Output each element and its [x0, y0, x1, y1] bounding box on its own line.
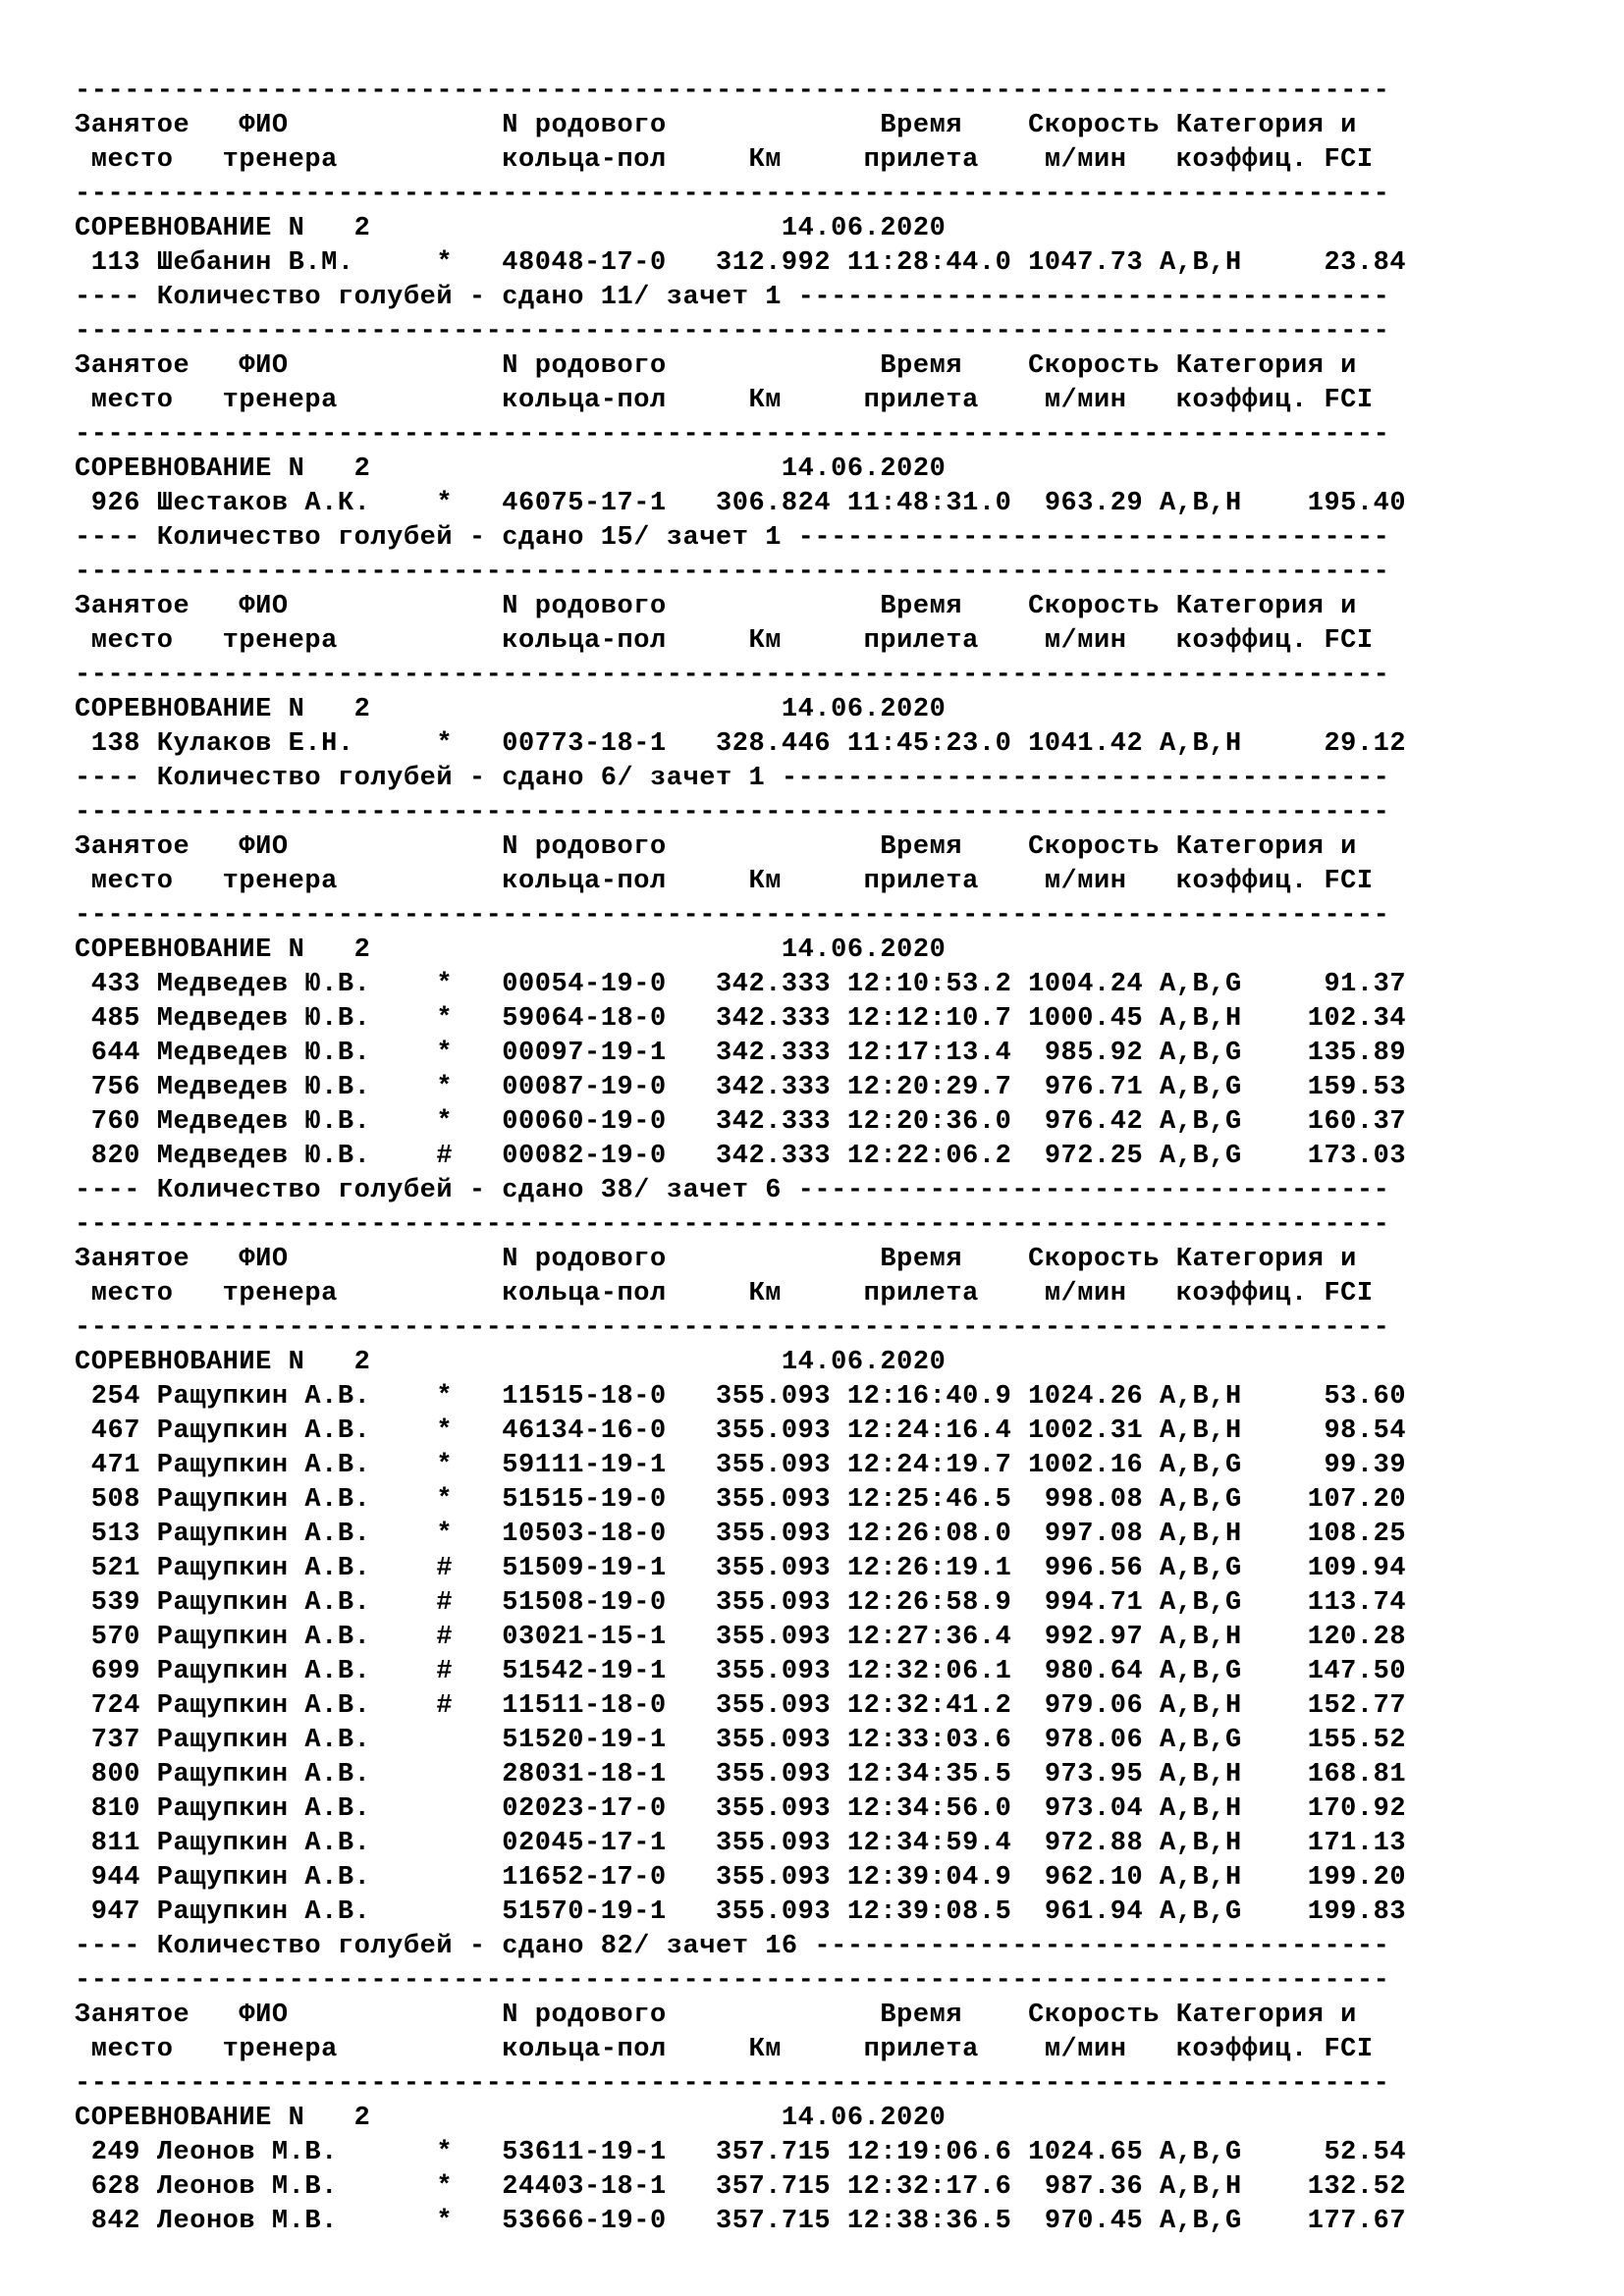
separator-line: -------------------------------------------------------------------------------- [75, 1966, 1390, 1996]
column-header-line: место тренера кольца-пол Км прилета м/мин коэффиц. FCI [75, 2035, 1374, 2064]
result-row: 810 Ращупкин А.В. 02023-17-0 355.093 12:34:56.0 973.04 A,B,H 170.92 [75, 1794, 1407, 1824]
result-row: 820 Медведев Ю.В. # 00082-19-0 342.333 12:22:06.2 972.25 A,B,G 173.03 [75, 1142, 1407, 1171]
separator-line: -------------------------------------------------------------------------------- [75, 1313, 1390, 1343]
results-report [75, 75, 1406, 2239]
result-row: 926 Шестаков А.К. * 46075-17-1 306.824 11:48:31.0 963.29 A,B,H 195.40 [75, 489, 1407, 518]
separator-line: -------------------------------------------------------------------------------- [75, 798, 1390, 828]
result-row: 724 Ращупкин А.В. # 11511-18-0 355.093 12:32:41.2 979.06 A,B,H 152.77 [75, 1691, 1407, 1721]
column-header-line: Занятое ФИО N родового Время Скорость Категория и [75, 111, 1357, 140]
result-row: 249 Леонов М.В. * 53611-19-1 357.715 12:19:06.6 1024.65 A,B,G 52.54 [75, 2138, 1407, 2167]
result-row: 485 Медведев Ю.В. * 59064-18-0 342.333 12:12:10.7 1000.45 A,B,H 102.34 [75, 1004, 1407, 1034]
competition-header-line: СОРЕВНОВАНИЕ N 2 14.06.2020 [75, 214, 947, 243]
result-row: 521 Ращупкин А.В. # 51509-19-1 355.093 12:26:19.1 996.56 A,B,G 109.94 [75, 1554, 1407, 1583]
column-header-line: место тренера кольца-пол Км прилета м/мин коэффиц. FCI [75, 386, 1374, 415]
column-header-line: Занятое ФИО N родового Время Скорость Категория и [75, 832, 1357, 862]
result-row: 842 Леонов М.В. * 53666-19-0 357.715 12:38:36.5 970.45 A,B,G 177.67 [75, 2207, 1407, 2236]
separator-line: -------------------------------------------------------------------------------- [75, 558, 1390, 587]
result-row: 471 Ращупкин А.В. * 59111-19-1 355.093 12:24:19.7 1002.16 A,B,G 99.39 [75, 1451, 1407, 1480]
result-row: 570 Ращупкин А.В. # 03021-15-1 355.093 12:27:36.4 992.97 A,B,H 120.28 [75, 1623, 1407, 1652]
competition-header-line: СОРЕВНОВАНИЕ N 2 14.06.2020 [75, 1348, 947, 1377]
column-header-line: Занятое ФИО N родового Время Скорость Категория и [75, 592, 1357, 621]
result-row: 756 Медведев Ю.В. * 00087-19-0 342.333 12:20:29.7 976.71 A,B,G 159.53 [75, 1073, 1407, 1102]
result-row: 699 Ращупкин А.В. # 51542-19-1 355.093 12:32:06.1 980.64 A,B,G 147.50 [75, 1657, 1407, 1686]
result-row: 628 Леонов М.В. * 24403-18-1 357.715 12:32:17.6 987.36 A,B,H 132.52 [75, 2172, 1407, 2202]
separator-line: -------------------------------------------------------------------------------- [75, 901, 1390, 931]
result-row: 944 Ращупкин А.В. 11652-17-0 355.093 12:39:04.9 962.10 A,B,H 199.20 [75, 1863, 1407, 1893]
summary-line: ---- Количество голубей - сдано 6/ зачет 1 ------------------------------------- [75, 764, 1390, 793]
result-row: 508 Ращупкин А.В. * 51515-19-0 355.093 12:25:46.5 998.08 A,B,G 107.20 [75, 1485, 1407, 1515]
column-header-line: Занятое ФИО N родового Время Скорость Категория и [75, 1245, 1357, 1274]
result-row: 947 Ращупкин А.В. 51570-19-1 355.093 12:39:08.5 961.94 A,B,G 199.83 [75, 1897, 1407, 1927]
separator-line: -------------------------------------------------------------------------------- [75, 180, 1390, 209]
result-row: 644 Медведев Ю.В. * 00097-19-1 342.333 12:17:13.4 985.92 A,B,G 135.89 [75, 1039, 1407, 1068]
column-header-line: место тренера кольца-пол Км прилета м/мин коэффиц. FCI [75, 626, 1374, 656]
result-row: 539 Ращупкин А.В. # 51508-19-0 355.093 12:26:58.9 994.71 A,B,G 113.74 [75, 1588, 1407, 1618]
result-row: 513 Ращупкин А.В. * 10503-18-0 355.093 12:26:08.0 997.08 A,B,H 108.25 [75, 1520, 1407, 1549]
result-row: 800 Ращупкин А.В. 28031-18-1 355.093 12:34:35.5 973.95 A,B,H 168.81 [75, 1760, 1407, 1789]
competition-header-line: СОРЕВНОВАНИЕ N 2 14.06.2020 [75, 454, 947, 484]
result-row: 737 Ращупкин А.В. 51520-19-1 355.093 12:33:03.6 978.06 A,B,G 155.52 [75, 1726, 1407, 1755]
result-row: 138 Кулаков Е.Н. * 00773-18-1 328.446 11:45:23.0 1041.42 A,B,H 29.12 [75, 729, 1407, 759]
competition-header-line: СОРЕВНОВАНИЕ N 2 14.06.2020 [75, 695, 947, 724]
separator-line: -------------------------------------------------------------------------------- [75, 1210, 1390, 1240]
result-row: 433 Медведев Ю.В. * 00054-19-0 342.333 12:10:53.2 1004.24 A,B,G 91.37 [75, 970, 1407, 999]
summary-line: ---- Количество голубей - сдано 15/ зачет 1 ------------------------------------ [75, 523, 1390, 553]
competition-header-line: СОРЕВНОВАНИЕ N 2 14.06.2020 [75, 935, 947, 965]
summary-line: ---- Количество голубей - сдано 11/ зачет 1 ------------------------------------ [75, 283, 1390, 312]
column-header-line: место тренера кольца-пол Км прилета м/мин коэффиц. FCI [75, 867, 1374, 896]
separator-line: -------------------------------------------------------------------------------- [75, 317, 1390, 347]
result-row: 811 Ращупкин А.В. 02045-17-1 355.093 12:34:59.4 972.88 A,B,H 171.13 [75, 1829, 1407, 1858]
separator-line: -------------------------------------------------------------------------------- [75, 2069, 1390, 2099]
column-header-line: Занятое ФИО N родового Время Скорость Категория и [75, 2001, 1357, 2030]
summary-line: ---- Количество голубей - сдано 38/ зачет 6 ------------------------------------ [75, 1176, 1390, 1205]
result-row: 254 Ращупкин А.В. * 11515-18-0 355.093 12:16:40.9 1024.26 A,B,H 53.60 [75, 1382, 1407, 1412]
separator-line: -------------------------------------------------------------------------------- [75, 661, 1390, 690]
result-row: 467 Ращупкин А.В. * 46134-16-0 355.093 12:24:16.4 1002.31 A,B,H 98.54 [75, 1416, 1407, 1446]
column-header-line: место тренера кольца-пол Км прилета м/мин коэффиц. FCI [75, 1279, 1374, 1308]
result-row: 760 Медведев Ю.В. * 00060-19-0 342.333 12:20:36.0 976.42 A,B,G 160.37 [75, 1107, 1407, 1137]
column-header-line: место тренера кольца-пол Км прилета м/мин коэффиц. FCI [75, 145, 1374, 175]
separator-line: -------------------------------------------------------------------------------- [75, 420, 1390, 450]
separator-line: -------------------------------------------------------------------------------- [75, 77, 1390, 106]
result-row: 113 Шебанин В.М. * 48048-17-0 312.992 11:28:44.0 1047.73 A,B,H 23.84 [75, 248, 1407, 278]
column-header-line: Занятое ФИО N родового Время Скорость Категория и [75, 351, 1357, 381]
competition-header-line: СОРЕВНОВАНИЕ N 2 14.06.2020 [75, 2104, 947, 2133]
summary-line: ---- Количество голубей - сдано 82/ зачет 16 ----------------------------------- [75, 1932, 1390, 1961]
